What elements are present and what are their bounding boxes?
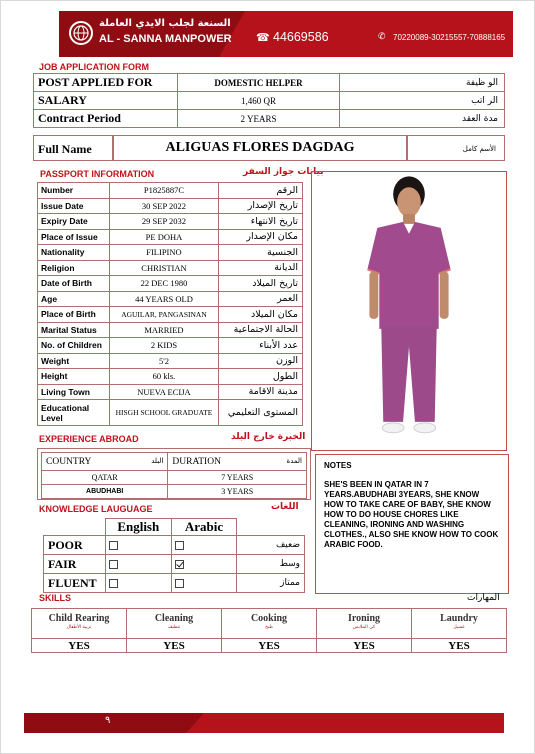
passport-row [38,384,303,400]
experience-country: ABUDHABI [42,485,168,499]
language-level-label: POOR [44,536,106,555]
passport-field-value: CHRISTIAN [110,260,218,276]
skill-name-arabic: غسيل [412,625,507,639]
language-table [43,518,305,593]
post-value: DOMESTIC HELPER [178,74,340,92]
passport-row [38,400,303,426]
country-header-arabic: البلد [151,456,164,465]
passport-field-label: Living Town [38,384,110,400]
english-header: English [105,519,171,536]
arabic-checkbox[interactable] [175,541,184,550]
applicant-photo [311,171,507,451]
arabic-header: Arabic [171,519,237,536]
passport-field-label: Age [38,291,110,307]
english-checkbox[interactable] [109,579,118,588]
mobile-icon: ✆ [378,32,386,42]
language-level-label-arabic: وسط [237,555,305,574]
passport-field-label: Religion [38,260,110,276]
passport-field-label: Number [38,183,110,199]
passport-field-value: AGUILAR, PANGASINAN [110,307,218,323]
experience-section-title-arabic: الخبرة خارج البلد [231,432,306,442]
duration-header [168,453,307,471]
duration-header-label: DURATION [172,456,221,467]
experience-row [42,471,307,485]
passport-field-label: No. of Children [38,338,110,354]
language-level-label-arabic: ممتاز [237,574,305,593]
skills-section-title: SKILLS [39,593,72,603]
skills-row [32,639,507,653]
arabic-level-cell [171,536,237,555]
skills-section-title-arabic: المهارات [467,593,500,603]
skill-name-arabic: تربية الأطفال [32,625,127,639]
passport-row [38,198,303,214]
passport-field-label: Nationality [38,245,110,261]
phone-number: 44669586 [273,30,329,44]
passport-field-label-arabic: الوزن [218,353,302,369]
passport-field-label: Weight [38,353,110,369]
passport-field-label-arabic: تاريخ الانتهاء [218,214,302,230]
skill-name-arabic: كي الملابس [317,625,412,639]
passport-field-label-arabic: مدينة الاقامة [218,384,302,400]
language-section-title-arabic: اللغات [271,502,299,512]
passport-row [38,183,303,199]
arabic-level-cell [171,555,237,574]
passport-field-label-arabic: الطول [218,369,302,385]
passport-field-value: 44 YEARS OLD [110,291,218,307]
passport-row [38,260,303,276]
footer-logo-panel [24,713,204,733]
passport-field-label: Place of Issue [38,229,110,245]
passport-field-label-arabic: تاريخ الميلاد [218,276,302,292]
skill-name: Child Rearing [32,609,127,625]
skill-name-arabic: تنظيف [127,625,222,639]
passport-row [38,245,303,261]
language-corner [44,519,106,536]
notes-body: SHE'S BEEN IN QATAR IN 7 YEARS.ABUDHABI 3YEARS, SHE KNOW HOW TO TAKE CARE OF BABY, SHE KNOW HOW TO DO HOUSE CHORES LIKE CLEANING, IRONING AND WASHING CLOTHES., ALSO SHE KNOW HOW TO COOK ARABIC FOOD. [324,480,499,549]
language-level-label-arabic: ضعيف [237,536,305,555]
passport-field-label-arabic: الديانة [218,260,302,276]
skill-name-arabic: طبخ [222,625,317,639]
country-header [42,453,168,471]
passport-field-label: Expiry Date [38,214,110,230]
passport-field-label: Date of Birth [38,276,110,292]
telephone-icon: ☎ [256,31,270,44]
passport-field-label: Issue Date [38,198,110,214]
experience-country: QATAR [42,471,168,485]
contract-value: 2 YEARS [178,110,340,128]
passport-row [38,307,303,323]
passport-field-value: 5'2 [110,353,218,369]
company-name-arabic: السنعة لجلب الايدي العاملة [99,18,231,29]
skill-name: Laundry [412,609,507,625]
passport-field-value: MARRIED [110,322,218,338]
passport-field-label-arabic: الرقم [218,183,302,199]
mobile-numbers: 70220089-30215557-70888165 [393,33,506,42]
passport-section-title-arabic: بيانات جواز السفر [243,167,324,177]
language-row [44,574,305,593]
passport-field-value: HISGH SCHOOL GRADUATE [110,400,218,426]
experience-duration: 3 YEARS [168,485,307,499]
passport-row [38,214,303,230]
language-row [44,536,305,555]
english-level-cell [105,536,171,555]
skill-value: YES [32,639,127,653]
notes-title: NOTES [324,461,352,470]
salary-label-arabic: الر اتب [340,92,505,110]
passport-row [38,369,303,385]
notes-box [315,454,509,594]
passport-field-label-arabic: عدد الأبناء [218,338,302,354]
passport-field-label-arabic: المستوى التعليمي [218,400,302,426]
passport-field-label-arabic: الجنسية [218,245,302,261]
language-section-title: KNOWLEDGE LAUGUAGE [39,504,153,514]
passport-field-value: 60 kls. [110,369,218,385]
passport-field-label-arabic: تاريخ الإصدار [218,198,302,214]
form-title: JOB APPLICATION FORM [39,62,149,72]
passport-field-label: Marital Status [38,322,110,338]
passport-field-label: Educational Level [38,400,110,426]
skill-value: YES [127,639,222,653]
skill-name: Cleaning [127,609,222,625]
passport-field-value: 22 DEC 1980 [110,276,218,292]
passport-field-value: 2 KIDS [110,338,218,354]
passport-field-label-arabic: الحالة الاجتماعية [218,322,302,338]
skill-value: YES [317,639,412,653]
arabic-level-cell [171,574,237,593]
position-table [33,73,505,128]
country-header-label: COUNTRY [46,456,92,467]
arabic-checkbox[interactable] [175,579,184,588]
salary-value: 1,460 QR [178,92,340,110]
passport-field-label-arabic: مكان الميلاد [218,307,302,323]
language-level-label: FAIR [44,555,106,574]
skill-value: YES [412,639,507,653]
experience-table [41,452,307,499]
passport-field-label: Place of Birth [38,307,110,323]
passport-field-label-arabic: مكان الإصدار [218,229,302,245]
skills-row [32,625,507,639]
english-level-cell [105,574,171,593]
full-name-label: Full Name [33,135,113,161]
passport-field-label-arabic: العمر [218,291,302,307]
experience-section-title: EXPERIENCE ABROAD [39,434,139,444]
skills-row [32,609,507,625]
english-level-cell [105,555,171,574]
passport-field-value: P1825887C [110,183,218,199]
post-label-arabic: الو ظيفة [340,74,505,92]
english-checkbox[interactable] [109,560,118,569]
experience-duration: 7 YEARS [168,471,307,485]
post-label: POST APPLIED FOR [34,74,178,92]
salary-label: SALARY [34,92,178,110]
language-row [44,555,305,574]
passport-row [38,353,303,369]
passport-table [37,182,303,426]
passport-row [38,322,303,338]
full-name-value: ALIGUAS FLORES DAGDAG [113,135,407,161]
passport-section-title: PASSPORT INFORMATION [40,169,155,179]
passport-field-label: Height [38,369,110,385]
passport-row [38,291,303,307]
passport-field-value: NUEVA ECIJA [110,384,218,400]
duration-header-arabic: المدة [286,456,302,465]
english-checkbox[interactable] [109,541,118,550]
passport-field-value: PE DOHA [110,229,218,245]
experience-row [42,485,307,499]
arabic-checkbox[interactable] [175,560,184,569]
skill-name: Ironing [317,609,412,625]
globe-logo-icon [69,21,93,45]
footer-logo-mark: ٩ [105,715,111,726]
passport-row [38,229,303,245]
passport-row [38,276,303,292]
company-name: AL - SANNA MANPOWER [99,33,232,45]
contract-label: Contract Period [34,110,178,128]
passport-field-value: 29 SEP 2032 [110,214,218,230]
passport-row [38,338,303,354]
language-level-label: FLUENT [44,574,106,593]
skill-value: YES [222,639,317,653]
skills-table [31,608,507,653]
passport-field-value: FILIPINO [110,245,218,261]
full-name-label-arabic: الأسم كامل [407,135,505,161]
contract-label-arabic: مدة العقد [340,110,505,128]
skill-name: Cooking [222,609,317,625]
passport-field-value: 30 SEP 2022 [110,198,218,214]
language-corner-right [237,519,305,536]
